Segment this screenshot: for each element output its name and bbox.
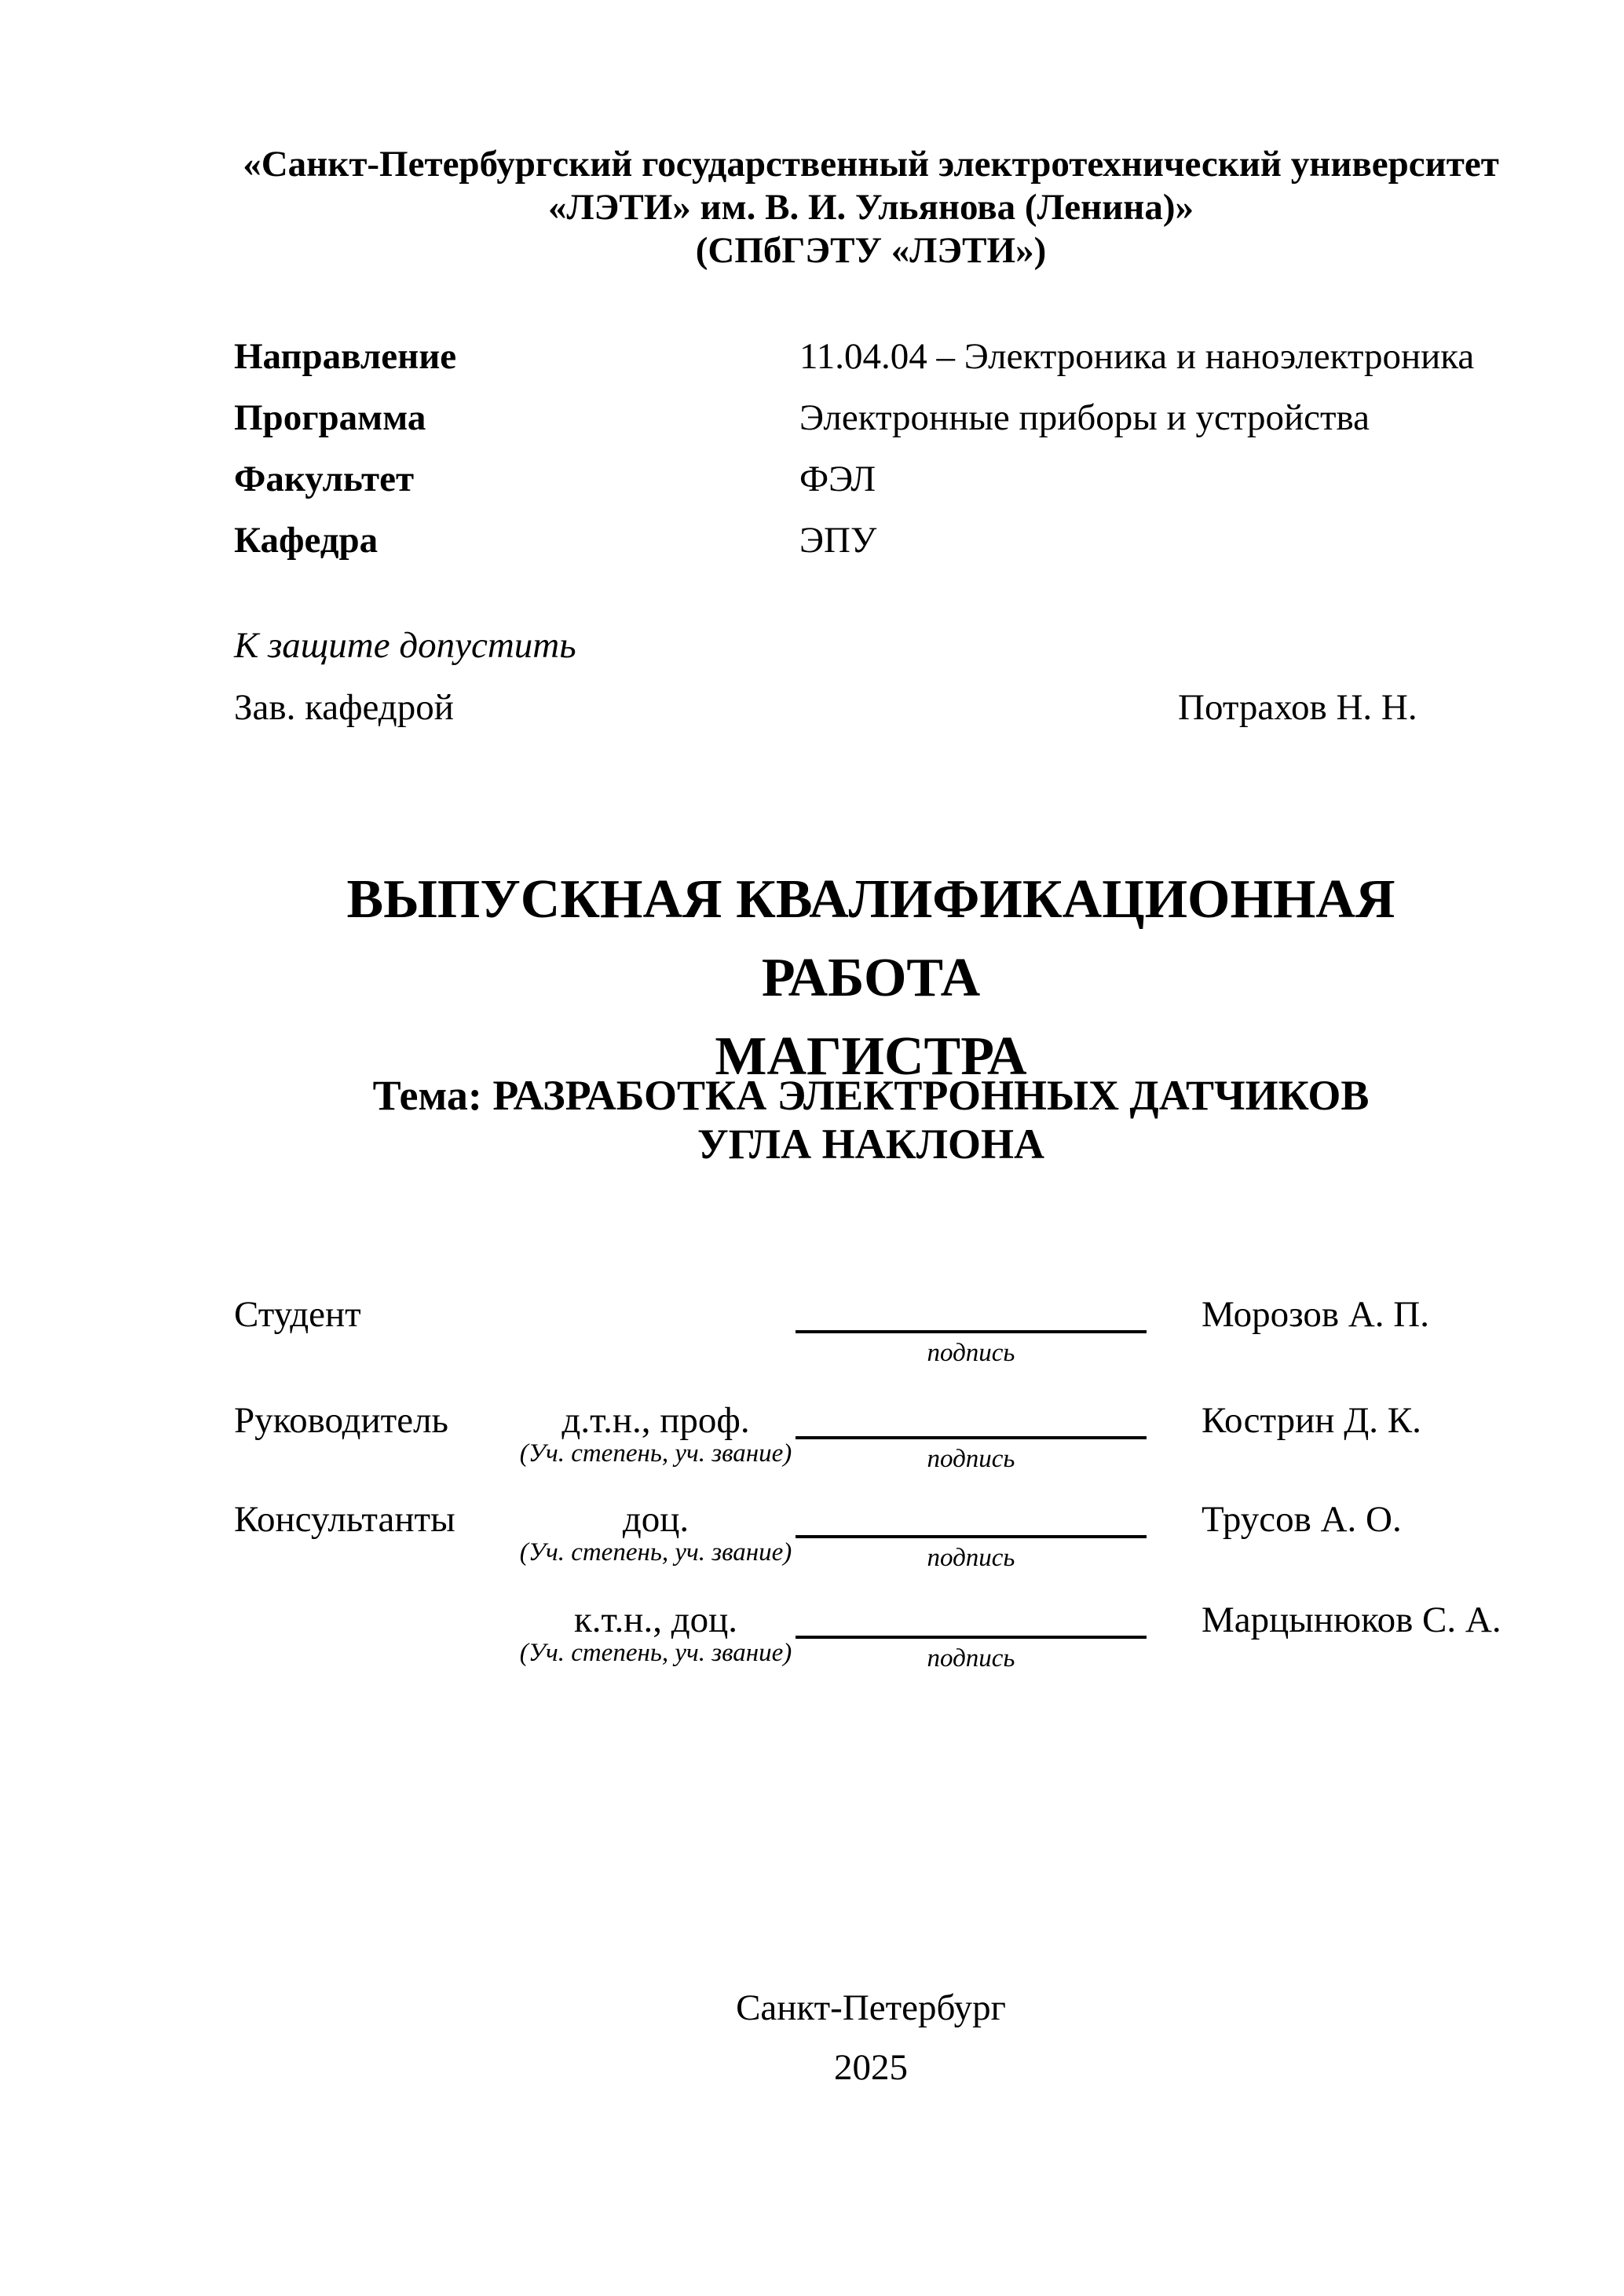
field-row-faculty: [234, 460, 1508, 498]
thesis-type-title: [234, 861, 1508, 1096]
signature-caption: подпись: [927, 1544, 1015, 1572]
university-name-line1: «Санкт-Петербургский государственный электротехнический университет: [243, 144, 1499, 185]
university-header: [234, 143, 1508, 272]
signature-row-student: [234, 1296, 1508, 1399]
thesis-type-line2: МАГИСТРА: [715, 1026, 1027, 1087]
signature-line: [796, 1330, 1147, 1333]
field-label-department: Кафедра: [234, 520, 379, 561]
signature-role: Студент: [234, 1294, 361, 1335]
signature-degree: доц.: [622, 1499, 689, 1540]
thesis-type-line1: ВЫПУСКНАЯ КВАЛИФИКАЦИОННАЯ РАБОТА: [346, 869, 1395, 1008]
thesis-theme-line2: УГЛА НАКЛОНА: [697, 1121, 1044, 1168]
thesis-theme-line1: Тема: РАЗРАБОТКА ЭЛЕКТРОННЫХ ДАТЧИКОВ: [372, 1072, 1370, 1119]
field-label-direction: Направление: [234, 336, 457, 377]
signature-caption: подпись: [927, 1644, 1015, 1673]
signature-degree-note: (Уч. степень, уч. звание): [519, 1538, 792, 1567]
field-label-faculty: Факультет: [234, 459, 415, 499]
signature-row-consultant-1: [234, 1501, 1508, 1604]
field-value-department: ЭПУ: [799, 520, 877, 561]
signature-line: [796, 1636, 1147, 1639]
program-fields: [234, 338, 1508, 583]
signature-role: Руководитель: [234, 1400, 448, 1441]
signature-block: [234, 1296, 1508, 1704]
field-value-program: Электронные приборы и устройства: [799, 397, 1370, 438]
field-label-program: Программа: [234, 397, 426, 438]
footer-city: Санкт-Петербург: [736, 1987, 1006, 2028]
signature-caption: подпись: [927, 1339, 1015, 1367]
signature-row-consultant-2: [234, 1601, 1508, 1705]
signature-person-name: Кострин Д. К.: [1202, 1400, 1421, 1441]
field-row-department: [234, 521, 1508, 559]
signature-line: [796, 1436, 1147, 1439]
field-row-program: [234, 399, 1508, 437]
department-head-name: Потрахов Н. Н.: [1178, 687, 1417, 728]
thesis-theme: [234, 1071, 1508, 1168]
signature-degree: к.т.н., доц.: [573, 1600, 738, 1640]
signature-row-supervisor: [234, 1402, 1508, 1505]
signature-person-name: Трусов А. О.: [1202, 1499, 1402, 1540]
field-row-direction: [234, 338, 1508, 375]
defense-permit-text: К защите допустить: [234, 625, 576, 666]
signature-line: [796, 1535, 1147, 1538]
university-name-line2: «ЛЭТИ» им. В. И. Ульянова (Ленина)»: [547, 187, 1194, 228]
signature-person-name: Марцынюков С. А.: [1202, 1600, 1501, 1640]
university-abbreviation: (СПбГЭТУ «ЛЭТИ»): [695, 230, 1047, 271]
footer-year: 2025: [834, 2047, 908, 2088]
signature-caption: подпись: [927, 1445, 1015, 1473]
signature-degree-note: (Уч. степень, уч. звание): [519, 1439, 792, 1468]
signature-degree: д.т.н., проф.: [561, 1400, 750, 1441]
field-value-faculty: ФЭЛ: [799, 459, 876, 499]
department-head-label: Зав. кафедрой: [234, 687, 454, 728]
signature-degree-note: (Уч. степень, уч. звание): [519, 1639, 792, 1667]
field-value-direction: 11.04.04 – Электроника и наноэлектроника: [799, 336, 1475, 377]
signature-person-name: Морозов А. П.: [1202, 1294, 1429, 1335]
signature-role: Консультанты: [234, 1499, 455, 1540]
